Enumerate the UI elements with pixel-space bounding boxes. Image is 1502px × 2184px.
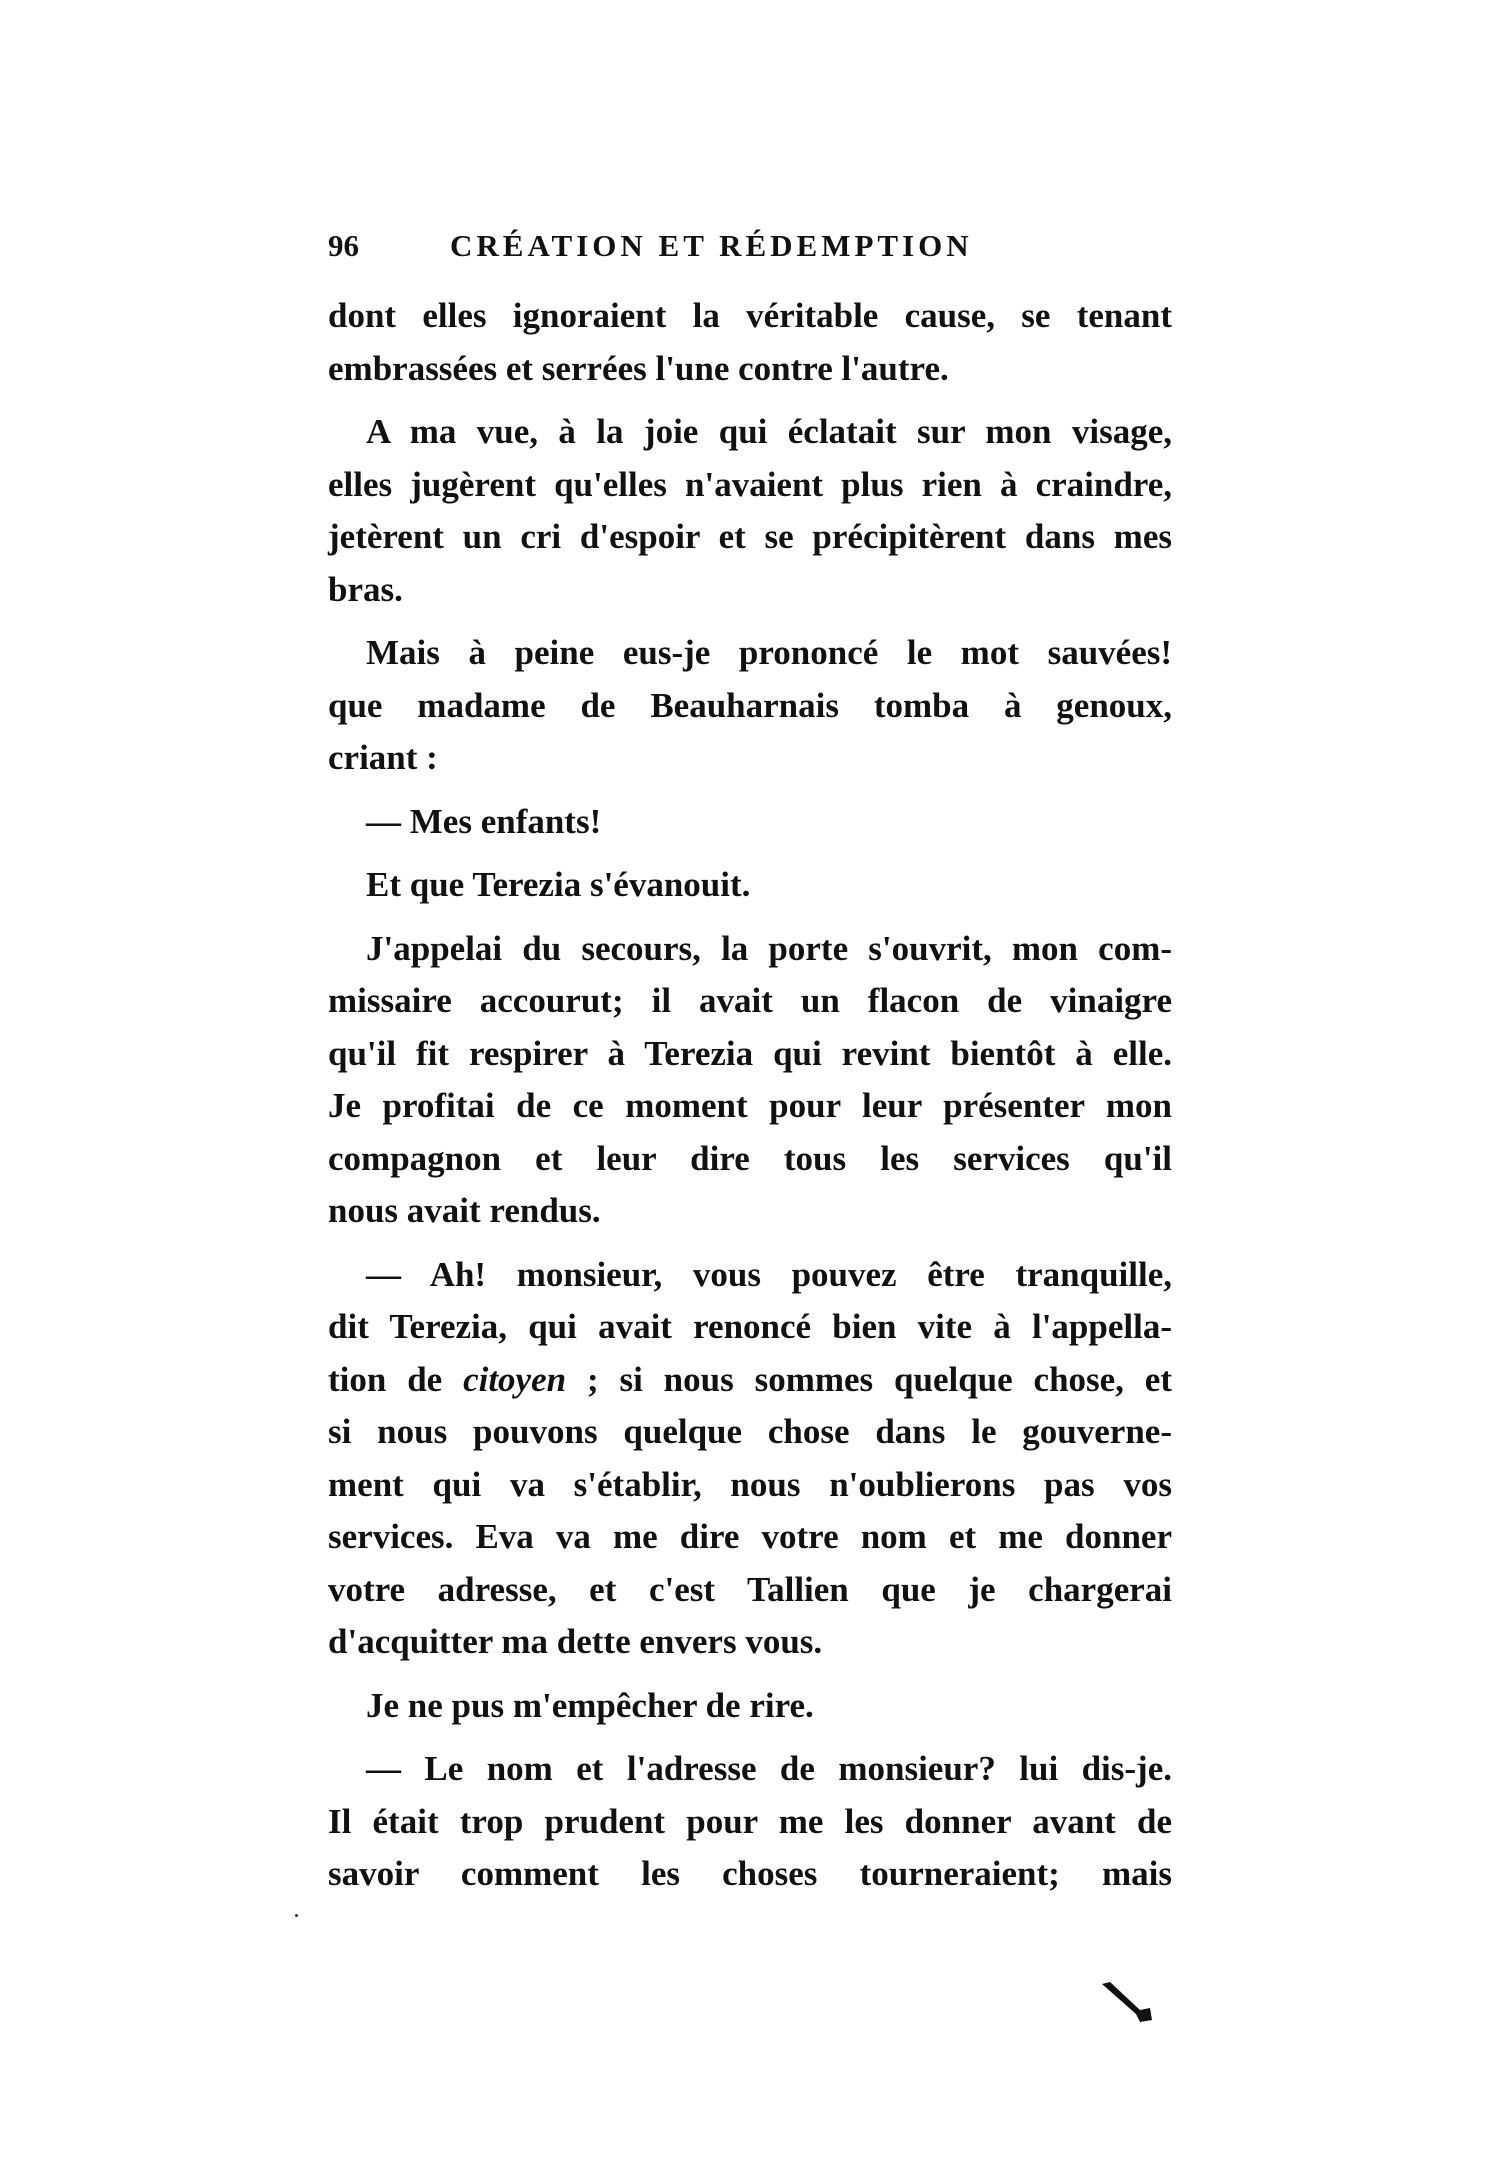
text-line: Et que Terezia s'évanouit.	[366, 865, 751, 904]
text-line: J'appelai du secours, la porte s'ouvrit, mon com-	[366, 928, 1172, 968]
paragraph	[328, 1680, 1172, 1733]
text-line: Il était trop prudent pour me les donner avant de	[328, 1801, 1172, 1841]
text-line: compagnon et leur dire tous les services qu'il	[328, 1138, 1172, 1178]
paragraph	[328, 290, 1172, 395]
text-line: elles jugèrent qu'elles n'avaient plus rien à craindre,	[328, 464, 1172, 504]
text-line: jetèrent un cri d'espoir et se précipitèrent dans mes	[328, 517, 1172, 556]
text-line: savoir comment les choses tourneraient; mais	[328, 1854, 1172, 1893]
scan-speck	[295, 1914, 298, 1917]
text-line	[328, 1354, 1172, 1407]
text-line: — Mes enfants!	[366, 801, 602, 841]
running-title: CRÉATION ET RÉDEMPTION	[450, 228, 973, 263]
text-line: embrassées et serrées l'une contre l'autre.	[328, 348, 949, 388]
paragraph	[328, 923, 1172, 1238]
italic-word: citoyen	[463, 1359, 567, 1399]
text-line: criant :	[328, 738, 438, 777]
text-line: bras.	[328, 569, 403, 609]
paragraph	[328, 1743, 1172, 1901]
text-line: qu'il fit respirer à Terezia qui revint bientôt à elle.	[328, 1033, 1172, 1073]
text-segment: ; si nous sommes quelque chose, et	[566, 1359, 1172, 1399]
text-line: si nous pouvons quelque chose dans le gouverne-	[328, 1412, 1172, 1451]
text-line: dit Terezia, qui avait renoncé bien vite à l'appella-	[328, 1307, 1172, 1346]
text-line: Je profitai de ce moment pour leur présenter mon	[328, 1086, 1172, 1125]
text-line: Mais à peine eus-je prononcé le mot sauvées!	[366, 633, 1172, 672]
paragraph	[328, 627, 1172, 785]
text-line: missaire accourut; il avait un flacon de vinaigre	[328, 981, 1172, 1020]
text-line: ment qui va s'établir, nous n'oublierons pas vos	[328, 1464, 1172, 1504]
text-line: services. Eva va me dire votre nom et me donner	[328, 1517, 1172, 1556]
text-line: que madame de Beauharnais tomba à genoux,	[328, 685, 1172, 725]
body-text	[328, 290, 1172, 1912]
text-line: — Le nom et l'adresse de monsieur? lui dis-je.	[366, 1749, 1172, 1788]
paragraph	[328, 1249, 1172, 1669]
paragraph	[328, 796, 1172, 849]
text-line: votre adresse, et c'est Tallien que je chargerai	[328, 1569, 1172, 1609]
text-line: Je ne pus m'empêcher de rire.	[366, 1685, 814, 1725]
text-line: nous avait rendus.	[328, 1191, 601, 1230]
text-line: d'acquitter ma dette envers vous.	[328, 1622, 823, 1661]
paragraph	[328, 859, 1172, 912]
printer-mark-icon	[1100, 1980, 1160, 2030]
text-line: A ma vue, à la joie qui éclatait sur mon visage,	[366, 412, 1172, 451]
text-line: — Ah! monsieur, vous pouvez être tranquille,	[366, 1254, 1172, 1294]
running-header	[328, 228, 1088, 264]
paragraph	[328, 406, 1172, 616]
text-segment: tion de	[328, 1359, 464, 1399]
text-line: dont elles ignoraient la véritable cause, se tenant	[328, 296, 1172, 335]
page-number: 96	[328, 228, 359, 263]
